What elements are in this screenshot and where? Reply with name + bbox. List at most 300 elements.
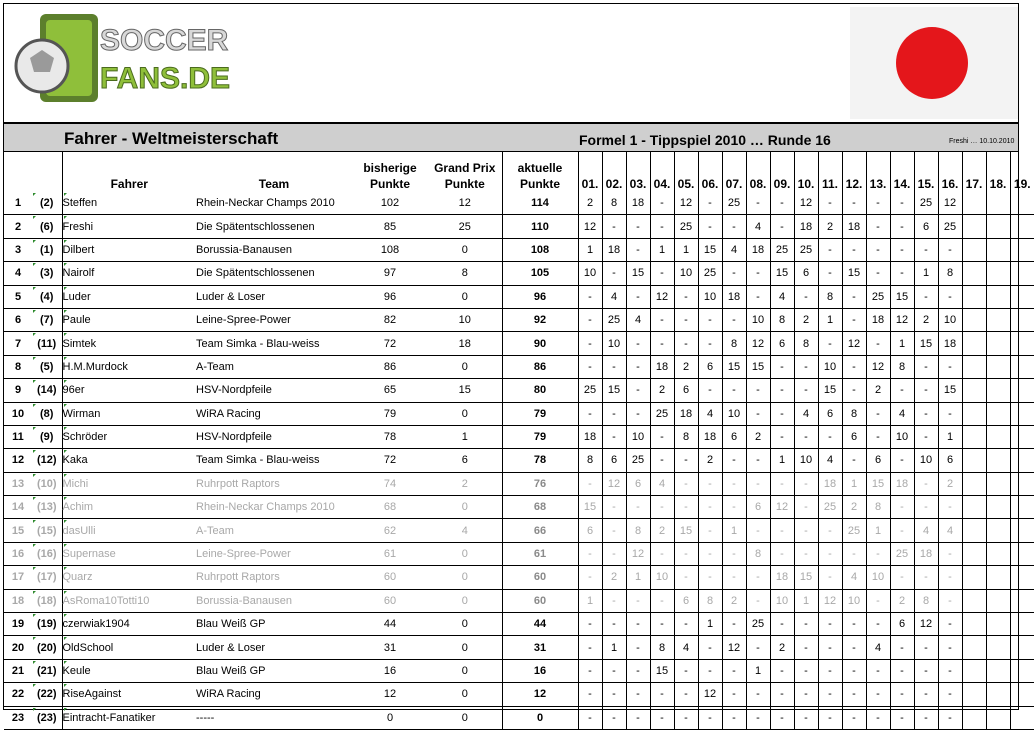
round-points-cell: - [626, 332, 650, 355]
team-cell: Borussia-Banausen [196, 238, 352, 261]
header-round: 13. [866, 152, 890, 192]
prev-rank-cell: (6) [32, 215, 62, 238]
round-points-cell: 8 [938, 262, 962, 285]
round-points-cell: - [746, 636, 770, 659]
current-points-cell: 12 [502, 683, 578, 706]
grand-prix-points-cell: 0 [428, 683, 502, 706]
round-points-cell: - [818, 519, 842, 542]
grand-prix-points-cell: 0 [428, 566, 502, 589]
round-points-cell: - [938, 496, 962, 519]
rank-cell: 13 [4, 472, 32, 495]
round-points-cell: - [866, 613, 890, 636]
driver-name-cell: Nairolf [62, 262, 196, 285]
team-cell: Ruhrpott Raptors [196, 472, 352, 495]
grand-prix-points-cell: 10 [428, 308, 502, 331]
table-row [4, 215, 1034, 238]
rank-cell: 7 [4, 332, 32, 355]
round-points-cell: - [650, 308, 674, 331]
round-points-cell: 10 [890, 425, 914, 448]
team-cell: Rhein-Neckar Champs 2010 [196, 192, 352, 215]
round-points-cell: - [674, 613, 698, 636]
round-points-cell: 8 [650, 636, 674, 659]
round-points-cell: - [770, 706, 794, 729]
round-points-cell [986, 192, 1010, 215]
round-points-cell: - [914, 706, 938, 729]
round-points-cell: - [938, 285, 962, 308]
driver-name-cell: czerwiak1904 [62, 613, 196, 636]
round-points-cell: 18 [818, 472, 842, 495]
grand-prix-points-cell: 2 [428, 472, 502, 495]
grand-prix-points-cell: 4 [428, 519, 502, 542]
round-points-cell: 12 [650, 285, 674, 308]
prev-rank-cell: (4) [32, 285, 62, 308]
round-points-cell: - [674, 332, 698, 355]
header-round: 09. [770, 152, 794, 192]
round-points-cell: - [746, 379, 770, 402]
round-points-cell: - [722, 683, 746, 706]
round-points-cell: - [842, 659, 866, 682]
driver-name-cell: dasUlli [62, 519, 196, 542]
round-points-cell: 25 [914, 192, 938, 215]
round-points-cell: 4 [602, 285, 626, 308]
round-points-cell: 25 [626, 449, 650, 472]
round-points-cell: 10 [938, 308, 962, 331]
current-points-cell: 92 [502, 308, 578, 331]
round-points-cell: - [578, 659, 602, 682]
round-points-cell: - [938, 402, 962, 425]
round-points-cell: - [842, 355, 866, 378]
round-points-cell [1010, 355, 1034, 378]
round-points-cell: 15 [914, 332, 938, 355]
round-points-cell: - [722, 379, 746, 402]
driver-name-cell: Paule [62, 308, 196, 331]
round-points-cell: 1 [938, 425, 962, 448]
round-points-cell: - [722, 262, 746, 285]
round-points-cell: 10 [626, 425, 650, 448]
round-points-cell: - [938, 355, 962, 378]
round-points-cell: 8 [818, 285, 842, 308]
round-points-cell [962, 402, 986, 425]
round-points-cell: 15 [698, 238, 722, 261]
previous-points-cell: 62 [352, 519, 428, 542]
standings-table [4, 152, 1034, 730]
table-row [4, 566, 1034, 589]
current-points-cell: 44 [502, 613, 578, 636]
round-points-cell [986, 496, 1010, 519]
grand-prix-points-cell: 12 [428, 192, 502, 215]
round-points-cell: - [626, 496, 650, 519]
round-points-cell: 18 [722, 285, 746, 308]
team-cell: Luder & Loser [196, 285, 352, 308]
round-points-cell: 18 [890, 472, 914, 495]
rank-cell: 20 [4, 636, 32, 659]
header-bisherige [352, 152, 428, 192]
current-points-cell: 80 [502, 379, 578, 402]
round-points-cell [1010, 542, 1034, 565]
driver-name-cell: Kaka [62, 449, 196, 472]
round-points-cell: - [698, 332, 722, 355]
round-points-cell: 6 [674, 379, 698, 402]
grand-prix-points-cell: 8 [428, 262, 502, 285]
round-points-cell: 8 [770, 308, 794, 331]
round-points-cell: - [914, 355, 938, 378]
driver-name-cell: Quarz [62, 566, 196, 589]
round-points-cell: - [914, 472, 938, 495]
round-points-cell: 10 [674, 262, 698, 285]
round-points-cell: - [794, 659, 818, 682]
round-points-cell: - [890, 379, 914, 402]
prev-rank-cell: (23) [32, 706, 62, 729]
round-points-cell [1010, 238, 1034, 261]
round-points-cell: - [794, 542, 818, 565]
table-row [4, 472, 1034, 495]
round-points-cell: - [674, 285, 698, 308]
credit-text: Freshi … 10.10.2010 [949, 138, 1015, 145]
rank-cell: 5 [4, 285, 32, 308]
current-points-cell: 16 [502, 659, 578, 682]
round-points-cell: 1 [818, 308, 842, 331]
round-points-cell [1010, 472, 1034, 495]
round-points-cell: - [914, 683, 938, 706]
prev-rank-cell: (7) [32, 308, 62, 331]
grand-prix-points-cell: 0 [428, 238, 502, 261]
round-points-cell: - [866, 683, 890, 706]
header-round: 18. [986, 152, 1010, 192]
round-points-cell: - [794, 519, 818, 542]
header-round: 02. [602, 152, 626, 192]
round-points-cell: 4 [770, 285, 794, 308]
round-points-cell: - [578, 613, 602, 636]
round-points-cell: 15 [938, 379, 962, 402]
round-points-cell: - [746, 589, 770, 612]
round-points-cell: - [578, 402, 602, 425]
round-points-cell: - [938, 636, 962, 659]
grand-prix-points-cell: 0 [428, 659, 502, 682]
grand-prix-points-cell: 1 [428, 425, 502, 448]
round-points-cell: - [626, 238, 650, 261]
current-points-cell: 61 [502, 542, 578, 565]
round-points-cell: 2 [938, 472, 962, 495]
round-points-cell: - [770, 402, 794, 425]
round-points-cell [986, 542, 1010, 565]
prev-rank-cell: (11) [32, 332, 62, 355]
round-points-cell [1010, 402, 1034, 425]
round-points-cell: - [818, 636, 842, 659]
round-points-cell: - [626, 285, 650, 308]
round-points-cell: 2 [794, 308, 818, 331]
round-points-cell: - [770, 683, 794, 706]
current-points-cell: 90 [502, 332, 578, 355]
round-points-cell: - [818, 659, 842, 682]
round-points-cell: - [794, 683, 818, 706]
header-bisherige-l2: Punkte [369, 177, 410, 191]
previous-points-cell: 86 [352, 355, 428, 378]
round-points-cell: 1 [578, 238, 602, 261]
prev-rank-cell: (17) [32, 566, 62, 589]
table-row [4, 683, 1034, 706]
round-points-cell: 8 [866, 496, 890, 519]
round-points-cell: - [698, 542, 722, 565]
team-cell: Leine-Spree-Power [196, 308, 352, 331]
team-cell: Borussia-Banausen [196, 589, 352, 612]
previous-points-cell: 0 [352, 706, 428, 729]
current-points-cell: 60 [502, 566, 578, 589]
round-points-cell: - [674, 449, 698, 472]
round-points-cell: - [818, 566, 842, 589]
round-points-cell: 25 [770, 238, 794, 261]
round-points-cell: 1 [842, 472, 866, 495]
round-points-cell: - [818, 542, 842, 565]
round-points-cell: - [770, 613, 794, 636]
previous-points-cell: 60 [352, 589, 428, 612]
table-row [4, 613, 1034, 636]
round-points-cell [986, 355, 1010, 378]
header-round: 16. [938, 152, 962, 192]
rank-cell: 10 [4, 402, 32, 425]
round-points-cell: - [866, 192, 890, 215]
round-points-cell: - [722, 542, 746, 565]
current-points-cell: 79 [502, 425, 578, 448]
round-points-cell: - [674, 308, 698, 331]
round-points-cell: - [602, 402, 626, 425]
team-cell: ----- [196, 706, 352, 729]
table-row [4, 238, 1034, 261]
round-points-cell: - [866, 706, 890, 729]
round-points-cell [962, 659, 986, 682]
round-points-cell: 1 [626, 566, 650, 589]
round-points-cell: - [890, 238, 914, 261]
current-points-cell: 86 [502, 355, 578, 378]
driver-name-cell: OldSchool [62, 636, 196, 659]
round-points-cell: 12 [794, 192, 818, 215]
round-points-cell: - [722, 613, 746, 636]
round-points-cell: 1 [866, 519, 890, 542]
round-points-cell: - [890, 262, 914, 285]
round-points-cell: - [842, 542, 866, 565]
round-points-cell: 18 [842, 215, 866, 238]
round-points-cell: - [890, 519, 914, 542]
round-points-cell: - [746, 285, 770, 308]
round-points-cell [962, 683, 986, 706]
round-points-cell: - [890, 566, 914, 589]
round-points-cell: - [650, 542, 674, 565]
round-points-cell [962, 379, 986, 402]
round-points-cell: - [914, 496, 938, 519]
prev-rank-cell: (18) [32, 589, 62, 612]
round-points-cell: - [722, 215, 746, 238]
sheet-header [4, 4, 1018, 122]
round-points-cell: 6 [842, 425, 866, 448]
round-points-cell: - [602, 659, 626, 682]
round-points-cell: - [722, 566, 746, 589]
round-points-cell: - [818, 238, 842, 261]
round-points-cell: 25 [866, 285, 890, 308]
round-points-cell [1010, 192, 1034, 215]
rank-cell: 23 [4, 706, 32, 729]
header-round: 15. [914, 152, 938, 192]
round-points-cell: 8 [626, 519, 650, 542]
round-points-cell: - [674, 683, 698, 706]
round-points-cell: - [794, 636, 818, 659]
round-points-cell: - [866, 589, 890, 612]
round-points-cell [1010, 215, 1034, 238]
round-points-cell [1010, 636, 1034, 659]
round-points-cell: 15 [746, 355, 770, 378]
round-points-cell: 25 [650, 402, 674, 425]
round-points-cell: - [698, 659, 722, 682]
round-points-cell [986, 425, 1010, 448]
round-points-cell: - [866, 659, 890, 682]
round-points-cell [1010, 308, 1034, 331]
round-points-cell: 2 [650, 379, 674, 402]
round-points-cell: 12 [842, 332, 866, 355]
round-points-cell: - [914, 425, 938, 448]
round-points-cell: - [746, 402, 770, 425]
round-points-cell: 1 [746, 659, 770, 682]
round-points-cell: 1 [578, 589, 602, 612]
round-points-cell [1010, 613, 1034, 636]
grand-prix-points-cell: 0 [428, 706, 502, 729]
round-points-cell: - [914, 636, 938, 659]
round-points-cell: - [602, 262, 626, 285]
previous-points-cell: 65 [352, 379, 428, 402]
table-row [4, 308, 1034, 331]
round-points-cell: 6 [938, 449, 962, 472]
round-points-cell: 25 [890, 542, 914, 565]
round-points-cell: - [626, 659, 650, 682]
rank-cell: 21 [4, 659, 32, 682]
round-points-cell: - [866, 262, 890, 285]
prev-rank-cell: (2) [32, 192, 62, 215]
round-points-cell [962, 215, 986, 238]
team-cell: Die Spätentschlossenen [196, 215, 352, 238]
header-rank [4, 152, 32, 192]
round-points-cell: - [890, 659, 914, 682]
round-points-cell: - [914, 566, 938, 589]
current-points-cell: 0 [502, 706, 578, 729]
round-points-cell: - [938, 589, 962, 612]
round-points-cell: - [698, 192, 722, 215]
round-points-cell: 2 [746, 425, 770, 448]
round-points-cell [986, 566, 1010, 589]
header-gp-l1: Grand Prix [434, 161, 496, 175]
round-points-cell: - [794, 355, 818, 378]
prev-rank-cell: (10) [32, 472, 62, 495]
round-points-cell: 25 [842, 519, 866, 542]
header-round: 08. [746, 152, 770, 192]
driver-name-cell: Wirman [62, 402, 196, 425]
round-points-cell: - [842, 706, 866, 729]
round-points-cell [962, 542, 986, 565]
table-header-row [4, 152, 1034, 192]
round-points-cell [962, 262, 986, 285]
round-points-cell: 2 [674, 355, 698, 378]
round-points-cell: - [578, 706, 602, 729]
round-points-cell: - [602, 355, 626, 378]
table-row [4, 636, 1034, 659]
header-fahrer: Fahrer [110, 177, 148, 191]
round-points-cell: 8 [746, 542, 770, 565]
round-points-cell: - [626, 683, 650, 706]
round-points-cell [986, 659, 1010, 682]
round-points-cell: 4 [794, 402, 818, 425]
round-points-cell: 18 [602, 238, 626, 261]
round-points-cell: - [842, 613, 866, 636]
previous-points-cell: 74 [352, 472, 428, 495]
round-points-cell: - [650, 589, 674, 612]
grand-prix-points-cell: 6 [428, 449, 502, 472]
round-points-cell: - [818, 613, 842, 636]
round-points-cell: - [650, 613, 674, 636]
round-points-cell: - [794, 379, 818, 402]
round-points-cell [1010, 425, 1034, 448]
round-points-cell: - [938, 659, 962, 682]
flag-sun-disc [896, 27, 968, 99]
round-points-cell: - [650, 706, 674, 729]
round-points-cell: 2 [890, 589, 914, 612]
round-points-cell: 1 [602, 636, 626, 659]
round-points-cell: - [938, 566, 962, 589]
round-points-cell: - [794, 285, 818, 308]
round-points-cell: - [650, 425, 674, 448]
round-points-cell: 1 [914, 262, 938, 285]
round-points-cell: - [602, 589, 626, 612]
rank-cell: 16 [4, 542, 32, 565]
round-points-cell: 15 [602, 379, 626, 402]
current-points-cell: 114 [502, 192, 578, 215]
team-cell: WiRA Racing [196, 683, 352, 706]
round-points-cell: - [650, 683, 674, 706]
rank-cell: 17 [4, 566, 32, 589]
prev-rank-cell: (12) [32, 449, 62, 472]
previous-points-cell: 72 [352, 449, 428, 472]
round-points-cell: - [794, 613, 818, 636]
round-points-cell: 18 [578, 425, 602, 448]
round-points-cell: - [674, 706, 698, 729]
rank-cell: 9 [4, 379, 32, 402]
rank-cell: 1 [4, 192, 32, 215]
round-points-cell: - [722, 659, 746, 682]
round-points-cell [986, 262, 1010, 285]
previous-points-cell: 108 [352, 238, 428, 261]
round-points-cell: - [674, 542, 698, 565]
round-points-cell: 18 [698, 425, 722, 448]
round-points-cell: - [866, 238, 890, 261]
round-points-cell: - [890, 449, 914, 472]
table-row [4, 379, 1034, 402]
round-points-cell: - [770, 355, 794, 378]
header-round: 03. [626, 152, 650, 192]
header-round: 07. [722, 152, 746, 192]
round-points-cell: - [914, 402, 938, 425]
round-points-cell: 4 [890, 402, 914, 425]
driver-name-cell: Keule [62, 659, 196, 682]
team-cell: Rhein-Neckar Champs 2010 [196, 496, 352, 519]
round-points-cell: 8 [722, 332, 746, 355]
round-points-cell: 4 [698, 402, 722, 425]
round-points-cell: - [578, 566, 602, 589]
grand-prix-points-cell: 0 [428, 636, 502, 659]
round-points-cell: - [578, 285, 602, 308]
round-points-cell: 25 [746, 613, 770, 636]
round-points-cell: - [818, 332, 842, 355]
round-points-cell: 25 [674, 215, 698, 238]
round-points-cell: - [722, 449, 746, 472]
table-row [4, 262, 1034, 285]
round-points-cell: - [698, 472, 722, 495]
previous-points-cell: 61 [352, 542, 428, 565]
round-points-cell: - [746, 706, 770, 729]
